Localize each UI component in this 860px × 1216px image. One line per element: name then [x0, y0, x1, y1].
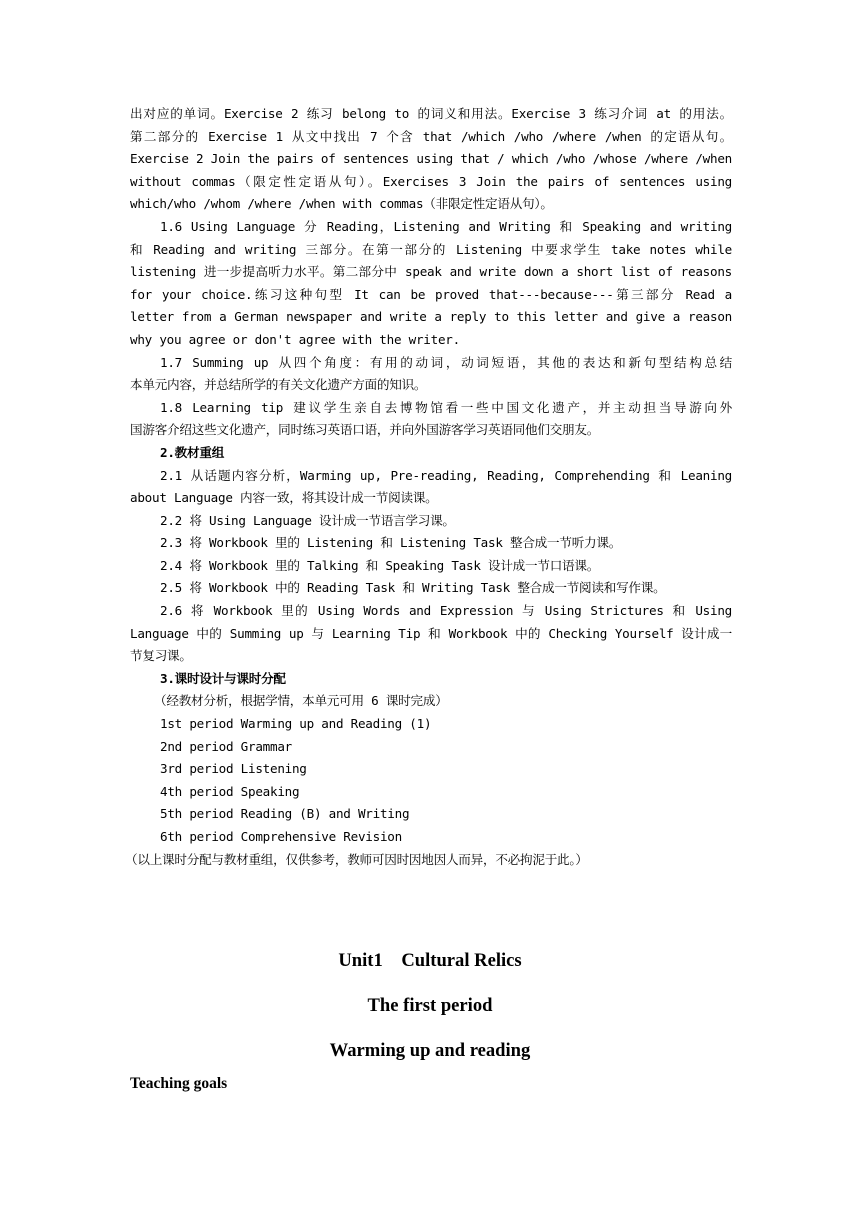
paragraph-line: Exercise 2 Join the pairs of sentences using that / which /who /whose /where /when	[130, 151, 732, 167]
paragraph-line: 本单元内容，并总结所学的有关文化遗产方面的知识。	[130, 377, 427, 393]
document-body	[125, 103, 732, 871]
paragraph-line: 第二部分的 Exercise 1 从文中找出 7 个含 that /which /who /where /when 的定语从句。	[130, 128, 732, 144]
paragraph-line: 1.8 Learning tip 建议学生亲自去博物馆看一些中国文化遗产，并主动担当导游向外	[160, 399, 732, 415]
teaching-goals-heading: Teaching goals	[130, 1075, 228, 1092]
paragraph-line: 2.2 将 Using Language 设计成一节语言学习课。	[160, 512, 455, 528]
period-item: 3rd period Listening	[160, 761, 307, 777]
paragraph-line: 2.4 将 Workbook 里的 Talking 和 Speaking Task 设计成一节口语课。	[160, 557, 600, 573]
paragraph-line: letter from a German newspaper and write a reply to this letter and give a reason	[130, 309, 732, 325]
paragraph-line: 节复习课。	[130, 648, 192, 664]
paragraph-line: 1.6 Using Language 分 Reading，Listening and Writing 和 Speaking and writing	[160, 218, 732, 234]
paragraph-line: listening 进一步提高听力水平。第二部分中 speak and write down a short list of reasons	[130, 264, 732, 280]
unit-title: Unit1 Cultural Relics	[338, 950, 522, 971]
paragraph-line: Language 中的 Summing up 与 Learning Tip 和 Workbook 中的 Checking Yourself 设计成一	[130, 625, 732, 641]
paragraph-line: without commas（限定性定语从句）。Exercises 3 Join the pairs of sentences using	[130, 173, 732, 189]
paragraph-line: about Language 内容一致，将其设计成一节阅读课。	[130, 490, 438, 506]
period-item: 1st period Warming up and Reading (1)	[160, 716, 432, 732]
paragraph-line: for your choice.练习这种句型 It can be proved that---because---第三部分 Read a	[130, 286, 732, 302]
paragraph-line: 国游客介绍这些文化遗产，同时练习英语口语，并向外国游客学习英语同他们交朋友。	[130, 422, 600, 438]
period-title: The first period	[367, 995, 493, 1016]
period-item: 4th period Speaking	[160, 783, 300, 799]
paragraph-line: （经教材分析，根据学情，本单元可用 6 课时完成）	[154, 693, 448, 709]
paragraph-line: 1.7 Summing up 从四个角度：有用的动词，动词短语，其他的表达和新句型结构总结	[160, 354, 732, 370]
lesson-title: Warming up and reading	[329, 1040, 531, 1061]
note-line: （以上课时分配与教材重组，仅供参考，教师可因时因地因人而异，不必拘泥于此。）	[125, 851, 588, 867]
period-item: 5th period Reading (B) and Writing	[160, 806, 410, 822]
paragraph-line: which/who /whom /where /when with commas（非限定性定语从句）。	[130, 196, 553, 212]
paragraph-line: 2.5 将 Workbook 中的 Reading Task 和 Writing Task 整合成一节阅读和写作课。	[160, 580, 666, 596]
paragraph-line: 和 Reading and writing 三部分。在第一部分的 Listening 中要求学生 take notes while	[130, 241, 732, 257]
section-heading: 2.教材重组	[160, 444, 225, 460]
paragraph-line: 2.6 将 Workbook 里的 Using Words and Expression 与 Using Strictures 和 Using	[160, 603, 732, 619]
paragraph-line: why you agree or don't agree with the writer.	[130, 331, 460, 347]
period-item: 6th period Comprehensive Revision	[160, 829, 402, 844]
paragraph-line: 2.3 将 Workbook 里的 Listening 和 Listening Task 整合成一节听力课。	[160, 535, 622, 551]
period-item: 2nd period Grammar	[160, 738, 292, 754]
section-heading: 3.课时设计与课时分配	[160, 670, 286, 686]
paragraph-line: 出对应的单词。Exercise 2 练习 belong to 的词义和用法。Exercise 3 练习介词 at 的用法。	[130, 106, 732, 121]
paragraph-line: 2.1 从话题内容分析，Warming up, Pre-reading, Reading, Comprehending 和 Leaning	[160, 467, 732, 483]
